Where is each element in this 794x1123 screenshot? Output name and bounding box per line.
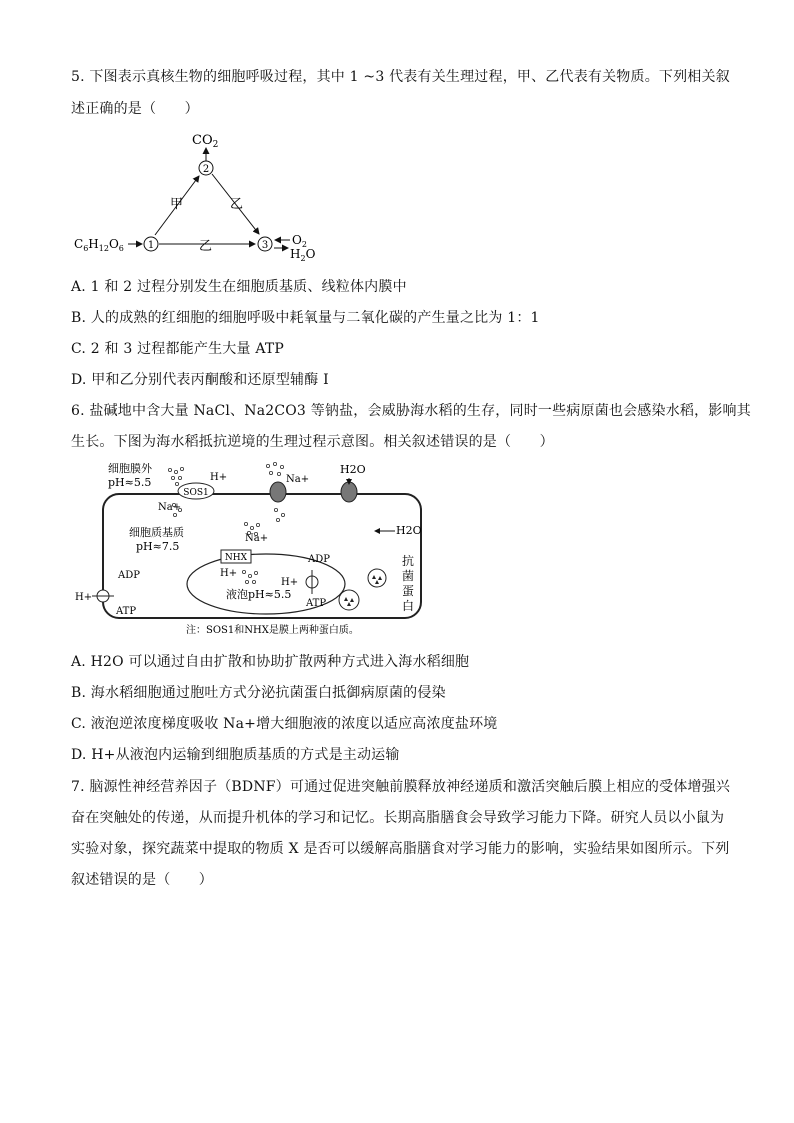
membrane-pump-h-label: H+ (75, 592, 93, 603)
q5-option-a: A. 1 和 2 过程分别发生在细胞质基质、线粒体内膜中 (71, 279, 407, 295)
q6-stem-line2: 生长。下图为海水稻抵抗逆境的生理过程示意图。相关叙述错误的是（ ） (71, 434, 554, 450)
q6-option-d: D. H+从液泡内运输到细胞质基质的方式是主动运输 (71, 747, 400, 763)
q7-line3: 实验对象，探究蔬菜中提取的物质 X 是否可以缓解高脂膳食对学习能力的影响，实验结果如图所示。下列 (71, 841, 730, 857)
vesicle-membrane (368, 569, 386, 587)
na-channel (270, 482, 286, 502)
antibacterial-char-3: 蛋 (402, 584, 415, 598)
glucose-label: $C_6H_{12}O_6$ (74, 237, 124, 253)
q5-stem-line2: 述正确的是（ ） (71, 101, 199, 117)
yi-upper-label: 乙 (230, 197, 244, 212)
co2-label: $CO_2$ (192, 133, 219, 150)
vacuole-pump-atp: ATP (306, 598, 327, 609)
node-2-label: 2 (202, 164, 210, 175)
node-3-label: 3 (261, 240, 269, 251)
antibacterial-char-1: 抗 (402, 554, 415, 568)
cytoplasm-label: 细胞质基质 (129, 526, 184, 539)
sos1-h-label: H+ (210, 472, 228, 483)
h2o-label: $H_2O$ (290, 247, 316, 263)
nhx-label: NHX (224, 553, 248, 563)
vacuole-label: 液泡pH≈5.5 (226, 588, 292, 601)
outside-ph: pH≈5.5 (108, 476, 152, 489)
sos1-label: SOS1 (183, 488, 209, 498)
antibacterial-char-2: 菌 (402, 569, 415, 583)
q5-option-c: C. 2 和 3 过程都能产生大量 ATP (71, 341, 285, 357)
o2-label: $O_2$ (292, 233, 307, 249)
nhx-na-label: Na+ (245, 533, 269, 544)
membrane-pump-adp: ADP (118, 570, 140, 581)
q7-line1: 7. 脑源性神经营养因子（BDNF）可通过促进突触前膜释放神经递质和激活突触后膜上相应的受体增强兴 (71, 779, 731, 795)
q6-stem-line1: 6. 盐碱地中含大量 NaCl、Na2CO3 等钠盐，会威胁海水稻的生存，同时一些病原菌也会感染水稻，影响其 (71, 403, 751, 419)
antibacterial-char-4: 白 (402, 599, 415, 613)
q7-line4: 叙述错误的是（ ） (71, 872, 213, 888)
water-channel (341, 482, 357, 502)
q6-option-c: C. 液泡逆浓度梯度吸收 Na+增大细胞液的浓度以适应高浓度盐环境 (71, 716, 498, 732)
yi-lower-label: 乙 (199, 239, 213, 254)
q5-stem-line1: 5. 下图表示真核生物的细胞呼吸过程，其中 1 ~3 代表有关生理过程，甲、乙代表有关物质。下列相关叙 (71, 69, 730, 85)
q6-option-a: A. H2O 可以通过自由扩散和协助扩散两种方式进入海水稻细胞 (71, 654, 470, 670)
salt-tolerance-diagram (70, 458, 430, 640)
figure-note: 注：SOS1和NHX是膜上两种蛋白质。 (186, 625, 359, 636)
channel-h2o-label: H2O (340, 463, 366, 476)
jia-label: 甲 (170, 197, 184, 212)
sos1-na-label: Na+ (158, 502, 182, 513)
respiration-diagram (70, 128, 330, 263)
channel-na-label: Na+ (286, 474, 310, 485)
q7-line2: 奋在突触处的传递，从而提升机体的学习和记忆。长期高脂膳食会导致学习能力下降。研究人员以小鼠为 (71, 810, 725, 826)
diffusion-h2o-label: H2O (396, 524, 422, 537)
q5-option-b: B. 人的成熟的红细胞的细胞呼吸中耗氧量与二氧化碳的产生量之比为 1：1 (71, 310, 540, 326)
q6-option-b: B. 海水稻细胞通过胞吐方式分泌抗菌蛋白抵御病原菌的侵染 (71, 685, 446, 701)
vacuole-pump-adp: ADP (308, 554, 330, 565)
cytoplasm-ph: pH≈7.5 (136, 540, 180, 553)
q5-option-d: D. 甲和乙分别代表丙酮酸和还原型辅酶 I (71, 372, 329, 388)
outside-label: 细胞膜外 (108, 462, 152, 475)
vesicle-cytoplasm (339, 590, 359, 610)
node-1-label: 1 (147, 240, 155, 251)
vacuole-pump-h-label: H+ (281, 577, 299, 588)
nhx-h-label: H+ (220, 568, 238, 579)
membrane-pump-atp: ATP (116, 606, 137, 617)
